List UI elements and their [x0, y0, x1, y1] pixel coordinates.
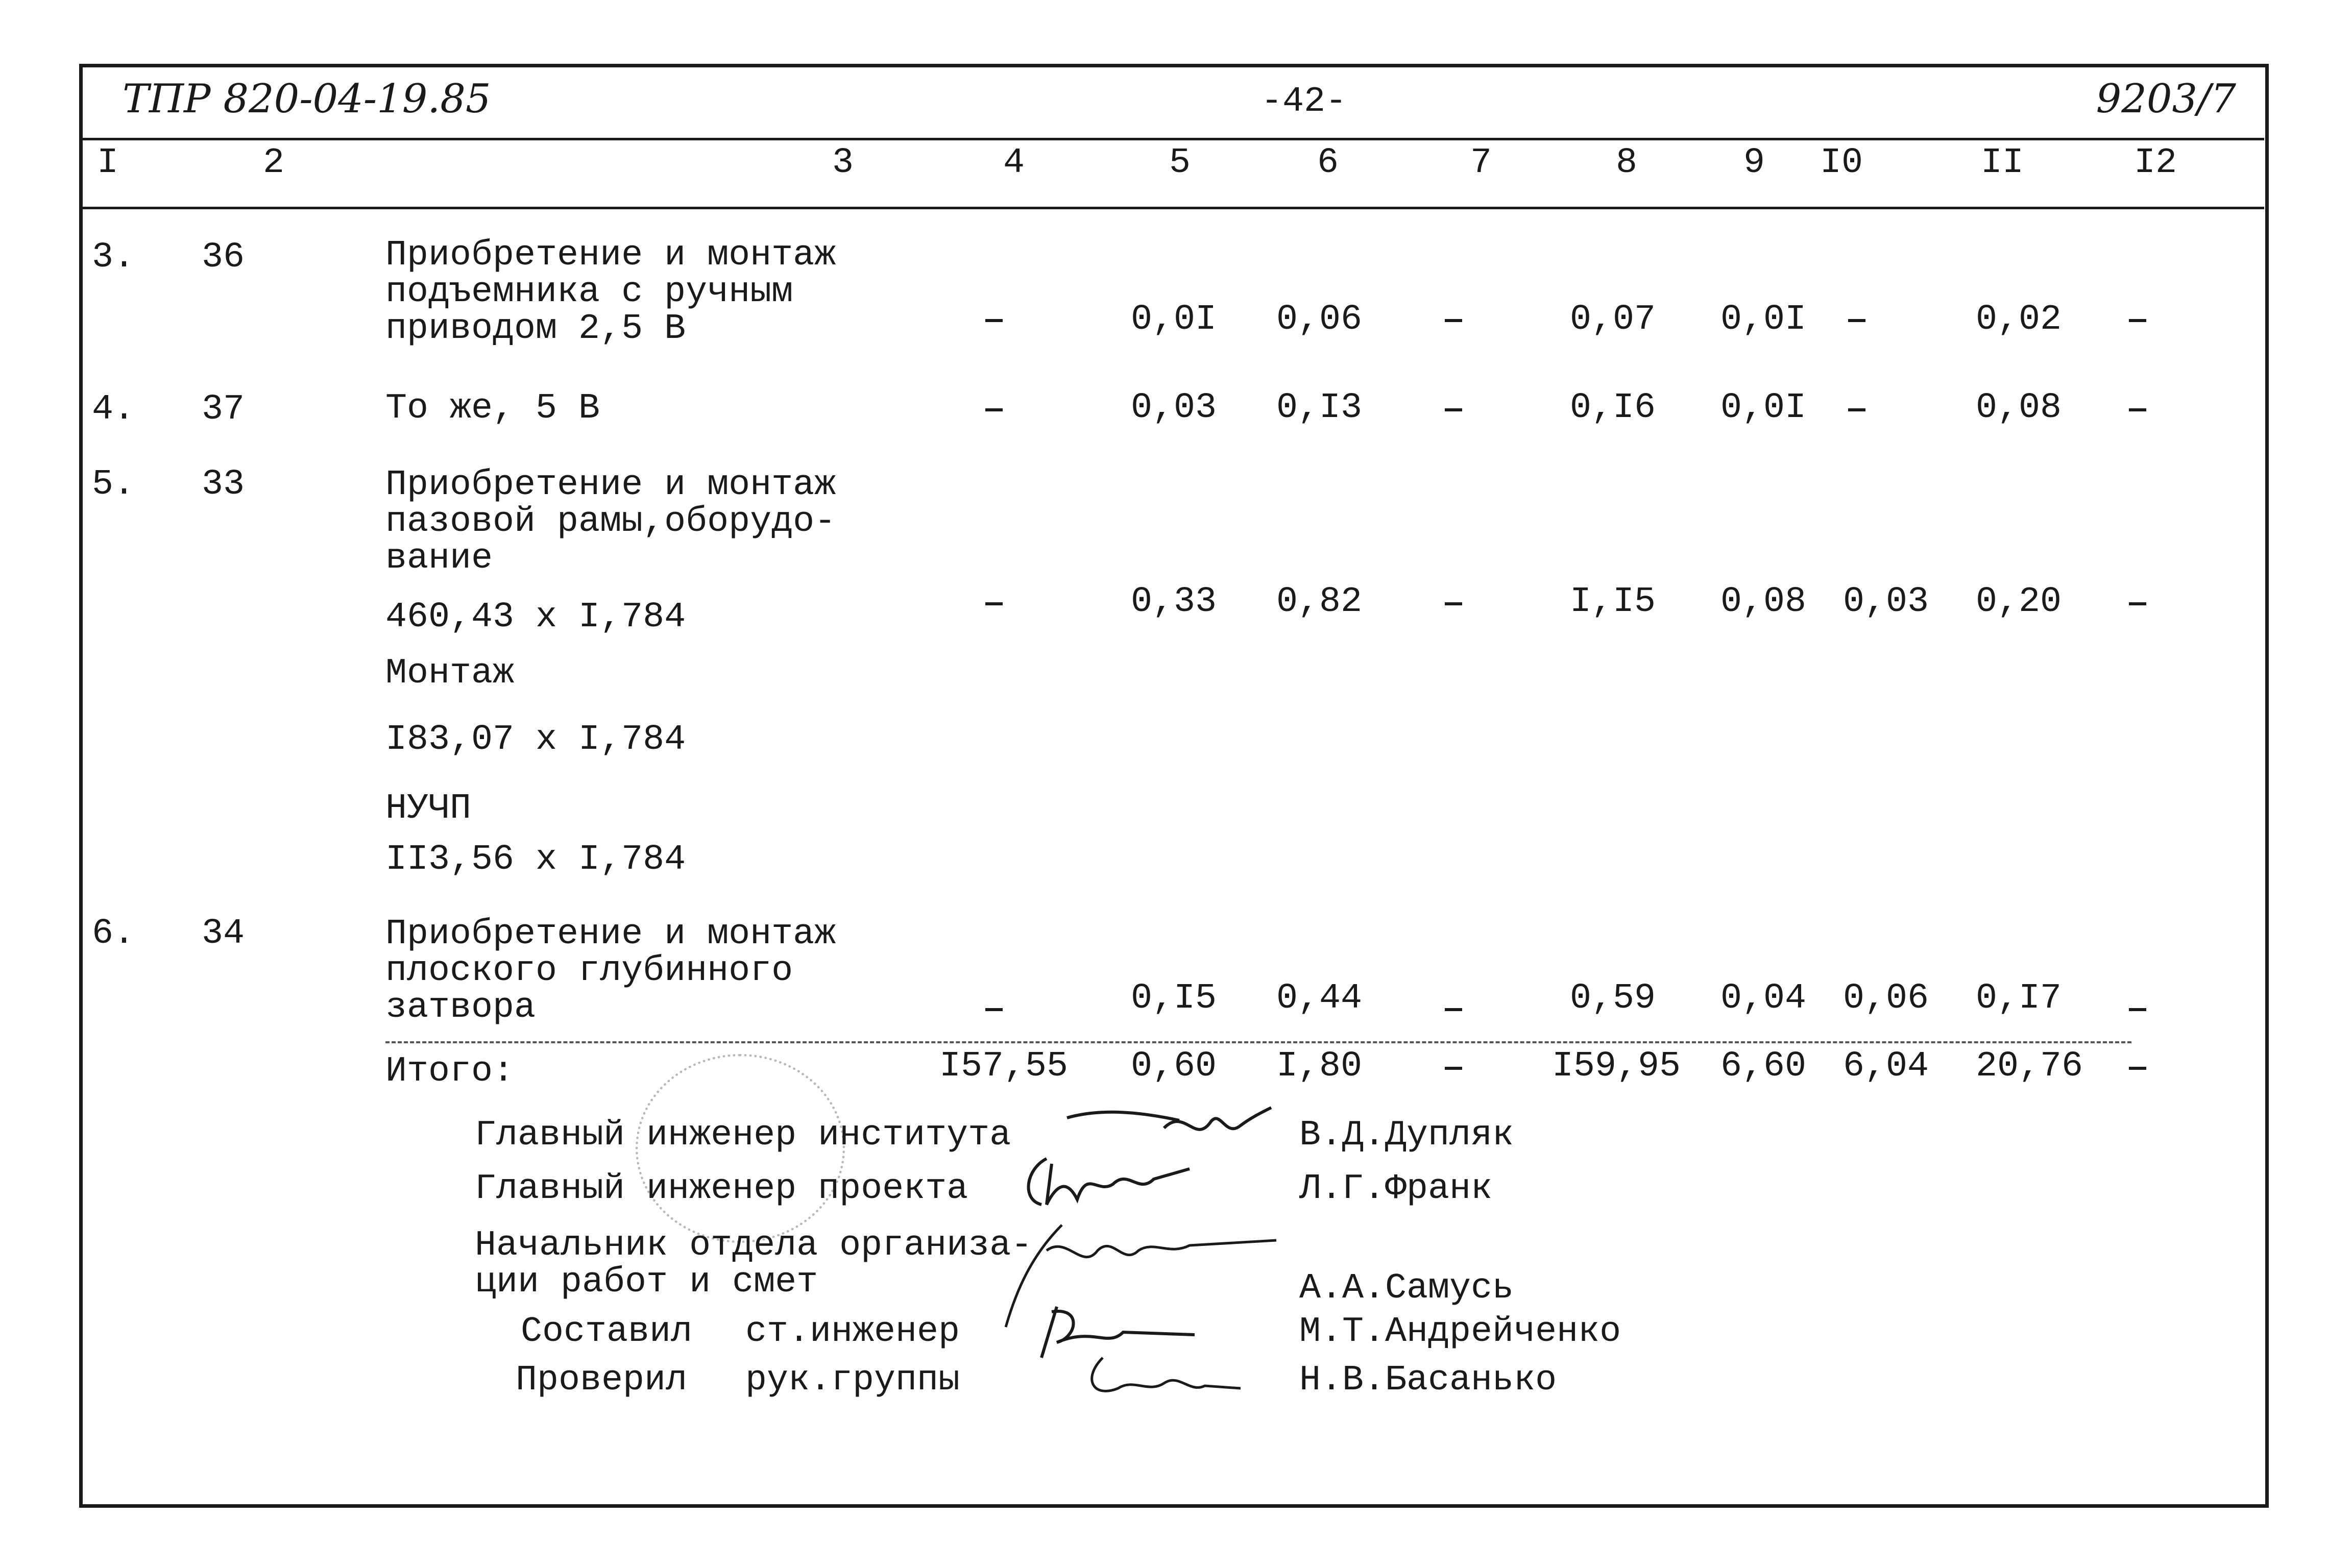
value-dash	[1848, 408, 1865, 411]
signatory-title: Начальник отдела организа- ции работ и смет	[475, 1226, 1033, 1303]
signatory-title: Главный инженер проекта	[475, 1169, 968, 1209]
total-value: 0,60	[1131, 1046, 1217, 1087]
row-number: 6.	[92, 914, 135, 954]
total-value: I59,95	[1552, 1046, 1681, 1087]
column-number: 6	[1317, 143, 1339, 183]
row-subline: 460,43 x I,784	[385, 597, 686, 638]
row-description: Приобретение и монтаж подъемника с ручным приводом 2,5 В	[385, 235, 836, 349]
value-dash	[1445, 1008, 1462, 1011]
row-value: 0,44	[1276, 978, 1363, 1019]
signatory-name: Л.Г.Франк	[1299, 1169, 1493, 1209]
row-code: 36	[202, 237, 245, 278]
row-value: 0,0I	[1131, 300, 1217, 340]
row-value: 0,I5	[1131, 978, 1217, 1019]
row-value: 0,I3	[1276, 388, 1363, 428]
row-value: 0,07	[1570, 300, 1656, 340]
doc-code: ТПР 820-04-19.85	[123, 76, 491, 122]
row-value: 0,I7	[1976, 978, 2062, 1019]
value-dash	[985, 602, 1003, 605]
column-number: 3	[832, 143, 854, 183]
row-code: 37	[202, 389, 245, 430]
row-value: 0,82	[1276, 582, 1363, 622]
value-dash	[1848, 319, 1865, 322]
column-number: I	[97, 143, 119, 183]
total-value: I,80	[1276, 1046, 1363, 1087]
signatory-title: Главный инженер института	[475, 1115, 1011, 1156]
signature-scribble	[1016, 1148, 1210, 1215]
row-value: 0,59	[1570, 978, 1656, 1019]
row-number: 4.	[92, 389, 135, 430]
value-dash	[1445, 408, 1462, 411]
page-number: -42-	[1261, 82, 1347, 122]
value-dash	[2129, 1067, 2146, 1070]
row-subline: Монтаж	[385, 653, 515, 694]
header-rule	[79, 138, 2264, 140]
total-value: 6,60	[1720, 1046, 1807, 1087]
row-value: 0,04	[1720, 978, 1807, 1019]
row-code: 34	[202, 914, 245, 954]
value-dash	[985, 1008, 1003, 1011]
row-value: 0,08	[1720, 582, 1807, 622]
value-dash	[1445, 1067, 1462, 1070]
column-number: 9	[1743, 143, 1765, 183]
row-subline: II3,56 x I,784	[385, 840, 686, 880]
row-description: Приобретение и монтаж плоского глубинного затвора	[385, 914, 836, 1028]
column-number: 4	[1003, 143, 1025, 183]
row-value: 0,03	[1843, 582, 1929, 622]
row-value: 0,33	[1131, 582, 1217, 622]
value-dash	[2129, 602, 2146, 605]
column-number: 8	[1616, 143, 1638, 183]
value-dash	[1445, 319, 1462, 322]
signatory-role: Проверил	[516, 1360, 688, 1401]
signatory-name: В.Д.Дупляк	[1299, 1115, 1514, 1156]
doc-number: 9203/7	[2096, 76, 2236, 122]
value-dash	[985, 319, 1003, 322]
signatory-role: Составил	[521, 1312, 693, 1352]
column-number: 2	[263, 143, 285, 183]
value-dash	[2129, 408, 2146, 411]
row-code: 33	[202, 464, 245, 505]
column-number: I2	[2134, 143, 2177, 183]
row-value: 0,I6	[1570, 388, 1656, 428]
row-subline: НУЧП	[385, 789, 472, 829]
row-value: 0,20	[1976, 582, 2062, 622]
column-number: 5	[1169, 143, 1191, 183]
row-number: 3.	[92, 237, 135, 278]
signatory-name: Н.В.Басанько	[1299, 1360, 1557, 1401]
value-dash	[1445, 602, 1462, 605]
table-header-rule	[79, 207, 2264, 209]
row-value: 0,0I	[1720, 300, 1807, 340]
row-description: Приобретение и монтаж пазовой рамы,оборудо- вание	[385, 465, 836, 579]
row-value: 0,06	[1276, 300, 1363, 340]
row-value: 0,02	[1976, 300, 2062, 340]
total-value: 20,76	[1976, 1046, 2083, 1087]
value-dash	[2129, 1008, 2146, 1011]
row-value: 0,03	[1131, 388, 1217, 428]
row-value: 0,06	[1843, 978, 1929, 1019]
signatory-position: ст.инженер	[745, 1312, 960, 1352]
row-value: 0,0I	[1720, 388, 1807, 428]
column-number: 7	[1470, 143, 1492, 183]
total-value: 6,04	[1843, 1046, 1929, 1087]
total-value: I57,55	[939, 1046, 1069, 1087]
row-number: 5.	[92, 464, 135, 505]
signatory-name: М.Т.Андрейченко	[1299, 1312, 1621, 1352]
row-value: 0,08	[1976, 388, 2062, 428]
signatory-position: рук.группы	[745, 1360, 960, 1401]
column-number: I0	[1820, 143, 1863, 183]
total-rule	[385, 1041, 2131, 1043]
row-value: I,I5	[1570, 582, 1656, 622]
column-number: II	[1981, 143, 2024, 183]
signatory-name: А.А.Самусь	[1299, 1268, 1514, 1309]
row-subline: I83,07 x I,784	[385, 720, 686, 760]
row-description: То же, 5 В	[385, 388, 600, 429]
value-dash	[2129, 319, 2146, 322]
value-dash	[985, 408, 1003, 411]
signature-scribble	[1072, 1348, 1251, 1409]
total-label: Итого:	[385, 1051, 515, 1092]
